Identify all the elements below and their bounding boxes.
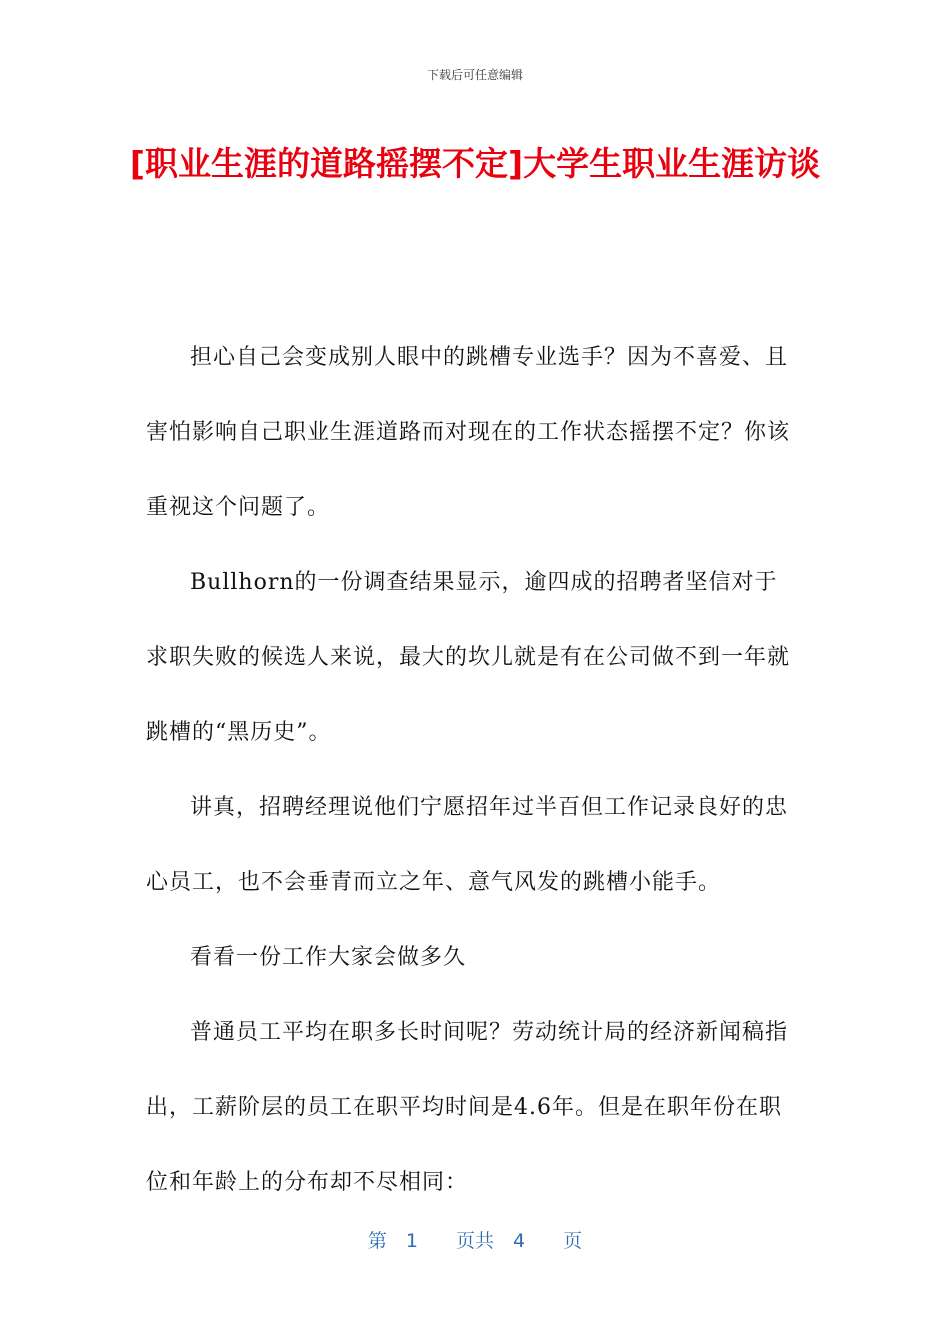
- document-body: [146, 320, 798, 1220]
- paragraph-2: Bullhorn的一份调查结果显示，逾四成的招聘者坚信对于求职失败的候选人来说，最大的坎儿就是有在公司做不到一年就跳槽的“黑历史”。: [146, 570, 791, 745]
- download-note: 下载后可任意编辑: [426, 68, 523, 82]
- paragraph-4-heading: 看看一份工作大家会做多久: [190, 945, 467, 970]
- paragraph-3: 讲真，招聘经理说他们宁愿招年过半百但工作记录良好的忠心员工，也不会垂青而立之年、意气风发的跳槽小能手。: [146, 795, 789, 895]
- paragraph-5: 普通员工平均在职多长时间呢？劳动统计局的经济新闻稿指出，工薪阶层的员工在职平均时间是4.6年。但是在职年份在职位和年龄上的分布却不尽相同：: [146, 1020, 789, 1195]
- document-title: [职业生涯的道路摇摆不定]大学生职业生涯访谈: [129, 144, 821, 183]
- paragraph-1: 担心自己会变成别人眼中的跳槽专业选手？因为不喜爱、且害怕影响自己职业生涯道路而对现在的工作状态摇摆不定？你该重视这个问题了。: [146, 345, 791, 520]
- page-number-footer: 第 1 页共 4 页: [367, 1230, 583, 1252]
